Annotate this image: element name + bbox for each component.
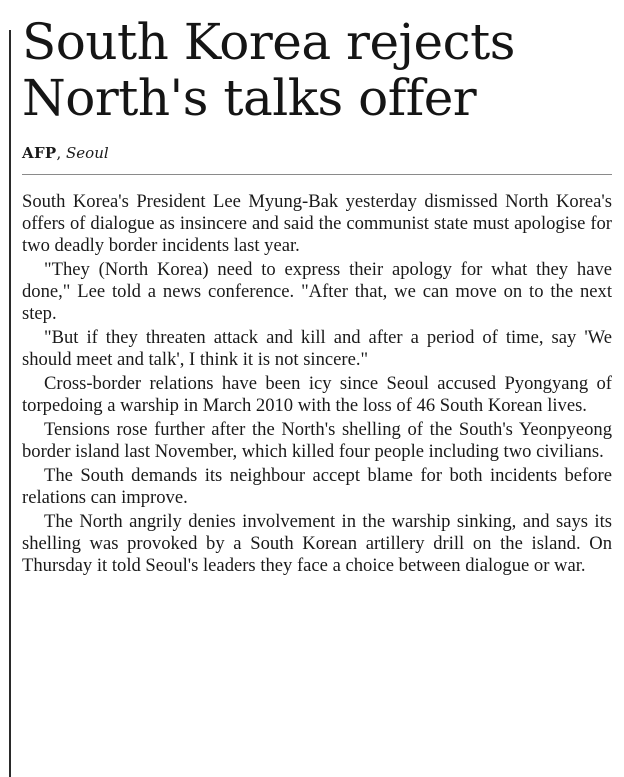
news-article — [22, 14, 612, 579]
paragraph-1: South Korea's President Lee Myung-Bak yesterday dismissed North Korea's offers of dialogue as insincere and said the communist state must apologise for two deadly border incidents last year. — [22, 191, 612, 256]
paragraph-2: "They (North Korea) need to express their apology for what they have done," Lee told a news conference. "After that, we can move on to the next step. — [22, 259, 612, 324]
byline-agency: AFP — [22, 144, 57, 162]
paragraph-4: Cross-border relations have been icy since Seoul accused Pyongyang of torpedoing a warship in March 2010 with the loss of 46 South Korean lives. — [22, 373, 612, 416]
headline — [22, 14, 612, 126]
byline-separator: , — [56, 144, 62, 162]
paragraph-6: The South demands its neighbour accept blame for both incidents before relations can improve. — [22, 465, 612, 508]
paragraph-7: The North angrily denies involvement in the warship sinking, and says its shelling was provoked by a South Korean artillery drill on the island. On Thursday it told Seoul's leaders they face a choice between dialogue or war. — [22, 511, 612, 576]
column-rule — [9, 30, 11, 777]
paragraph-5: Tensions rose further after the North's shelling of the South's Yeonpyeong border island last November, which killed four people including two civilians. — [22, 419, 612, 462]
paragraph-3: "But if they threaten attack and kill and after a period of time, say 'We should meet and talk', I think it is not sincere." — [22, 327, 612, 370]
headline-line-1: South Korea rejects — [22, 13, 515, 71]
byline — [22, 144, 612, 162]
byline-divider — [22, 174, 612, 175]
headline-line-2: North's talks offer — [22, 69, 477, 127]
article-body — [22, 191, 612, 577]
byline-dateline: Seoul — [66, 144, 109, 162]
